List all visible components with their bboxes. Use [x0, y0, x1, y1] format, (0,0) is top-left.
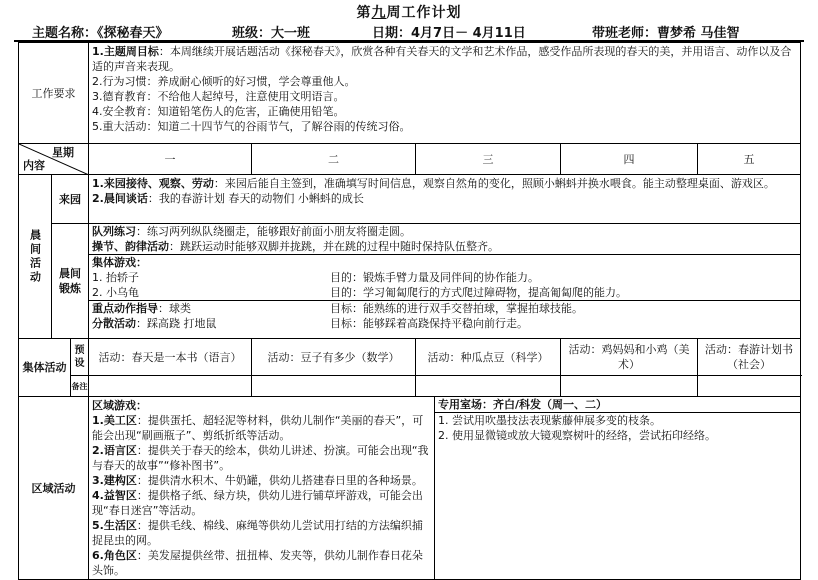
requirement-line: 5.重大活动：知道二十四节气的谷雨节气，了解谷雨的传统习俗。 [92, 120, 411, 133]
key-action-row: 重点动作指导：球类 目标：能熟练的进行双手交替拍球，掌握拍球技能。 [92, 302, 583, 315]
scatter-activity-row: 分散活动：踩高跷 打地鼠 目标：能够踩着高跷保持平稳向前行走。 [92, 317, 528, 330]
group-activity-wednesday: 活动：种瓜点豆（科学） [416, 339, 561, 376]
group-activity-tuesday: 活动：豆子有多少（数学） [252, 339, 416, 376]
note-wednesday [416, 376, 561, 397]
note-label: 备注 [71, 376, 89, 397]
note-friday [698, 376, 801, 397]
note-monday [89, 376, 252, 397]
note-thursday [561, 376, 698, 397]
area-activity-label: 区域活动 [19, 397, 89, 580]
exercise-label: 晨间锻炼 [52, 224, 89, 339]
requirements-content [89, 43, 801, 144]
exercise-content [89, 224, 801, 339]
game-row: 1. 抬轿子 目的：锻炼手臂力量及同伴间的协作能力。 [92, 271, 539, 284]
morning-activity-label: 晨间活动 [19, 175, 52, 339]
area-games-title: 区域游戏： [92, 399, 147, 412]
area-games-content [89, 397, 435, 580]
requirement-line: 1.主题周目标：本周继续开展话题活动《探秘春天》，欣赏各种有关春天的文学和艺术作品，感受作品所表现的春天的美，并用语言、动作以及合适的声音来表现。 [92, 45, 792, 73]
content-label: 内容 [23, 159, 45, 172]
group-games-title: 集体游戏： [92, 256, 147, 269]
special-room-item: 1. 尝试用吹墨技法表现紫藤伸展多变的枝条。 [438, 414, 661, 427]
day-monday: 一 [89, 144, 252, 175]
requirement-line: 3.德育教育：不给他人起绰号，注意使用文明语言。 [92, 90, 345, 103]
day-friday: 五 [698, 144, 801, 175]
weekly-plan-table [18, 42, 801, 580]
diagonal-header-cell [19, 144, 89, 175]
plan-header [14, 22, 804, 42]
area-item: 2.语言区：提供关于春天的绘本，供幼儿讲述、扮演。可能会出现“我与春天的故事”“修补图书”。 [92, 444, 429, 472]
group-activity-monday: 活动：春天是一本书（语言） [89, 339, 252, 376]
special-room-title: 专用室场：齐白/科发（周一、二） [435, 397, 800, 413]
preset-label: 预设 [71, 339, 89, 376]
arrival-line: 1.来园接待、观察、劳动：来园后能自主签到，准确填写时间信息，观察自然角的变化，照顾小蝌蚪并换水喂食。能主动整理桌面、游戏区。 [92, 177, 775, 190]
weekday-label: 星期 [52, 146, 74, 159]
day-thursday: 四 [561, 144, 698, 175]
requirement-line: 2.行为习惯：养成耐心倾听的好习惯，学会尊重他人。 [92, 75, 356, 88]
page-title: 第九周工作计划 [356, 5, 462, 21]
area-item: 3.建构区：提供清水积木、牛奶罐，供幼儿搭建春日里的各种场景。 [92, 474, 423, 487]
area-item: 5.生活区：提供毛线、棉线、麻绳等供幼儿尝试用打结的方法编织捕捉昆虫的网。 [92, 519, 423, 547]
requirements-label: 工作要求 [19, 43, 89, 144]
class-name: 班级：大一班 [232, 26, 311, 41]
week-number: 九 [371, 5, 387, 21]
group-activity-thursday: 活动：鸡妈妈和小鸡（美术） [561, 339, 698, 376]
area-item: 6.角色区：美发屋提供丝带、扭扭棒、发夹等，供幼儿制作春日花朵头饰。 [92, 549, 423, 577]
group-activity-friday: 活动：春游计划书（社会） [698, 339, 801, 376]
group-activity-label: 集体活动 [19, 339, 71, 397]
rhythm-activity: 操节、韵律活动：跳跃运动时能够双脚并拢跳，并在跳的过程中随时保持队伍整齐。 [89, 239, 800, 255]
formation-practice: 队列练习：练习两列纵队绕圈走，能够跟好前面小朋友将圈走圆。 [92, 225, 411, 238]
area-item: 1.美工区：提供蛋托、超轻泥等材料，供幼儿制作“美丽的春天”，可能会出现“刷画瓶子”、剪纸折纸等活动。 [92, 414, 424, 442]
special-room-item: 2. 使用显微镜或放大镜观察树叶的经络，尝试拓印经络。 [438, 429, 716, 442]
note-tuesday [252, 376, 416, 397]
special-room-content [435, 397, 801, 580]
date-range: 日期：4月7日－ 4月11日 [372, 26, 526, 41]
area-item: 4.益智区：提供格子纸、绿方块，供幼儿进行铺草坪游戏，可能会出现“春日迷宫”等活动。 [92, 489, 423, 517]
requirement-line: 4.安全教育：知道铅笔伤人的危害，正确使用铅笔。 [92, 105, 345, 118]
game-row: 2. 小乌龟 目的：学习匍匐爬行的方式爬过障碍物，提高匍匐爬的能力。 [89, 285, 800, 301]
theme-name: 主题名称：《探秘春天》 [32, 26, 169, 41]
arrival-content [89, 175, 801, 224]
arrival-line: 2.晨间谈话：我的春游计划 春天的动物们 小蝌蚪的成长 [92, 192, 364, 205]
teachers: 带班老师：曹梦希 马佳智 [592, 26, 740, 41]
day-tuesday: 二 [252, 144, 416, 175]
arrival-label: 来园 [52, 175, 89, 224]
day-wednesday: 三 [416, 144, 561, 175]
